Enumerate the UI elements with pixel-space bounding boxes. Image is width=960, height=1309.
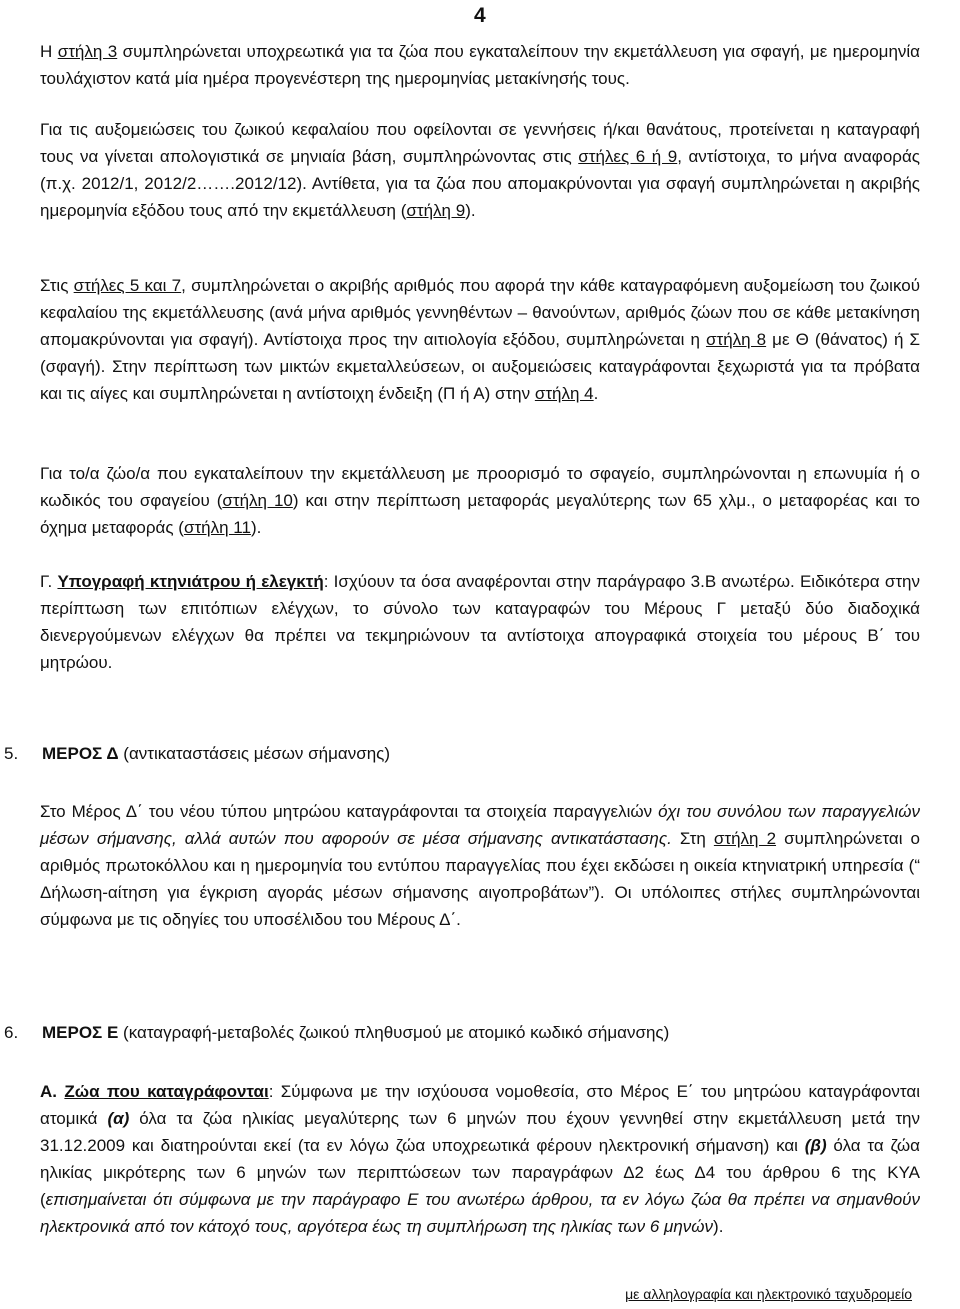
emphasis: (α) — [107, 1109, 130, 1128]
column-reference: στήλες 6 ή 9 — [578, 147, 678, 166]
section-title-bold: ΜΕΡΟΣ Δ — [42, 744, 119, 763]
column-reference: στήλη 11 — [183, 518, 251, 537]
text: Στη — [671, 829, 714, 848]
column-reference: στήλη 2 — [713, 829, 777, 848]
text: , αντίστοιχα, το μήνα αναφοράς (π.χ. 2012/1, 2012/2…….2012/12). Αντίθετα, για τα ζώα που απομακρύνονται για σφαγή συμπληρώνεται η ακριβής ημερομηνία εξόδου τους από την εκμετάλλευση ( — [40, 147, 920, 220]
text: Στο Μέρος Δ΄ του νέου τύπου μητρώου καταγράφονται τα στοιχεία παραγγελιών — [40, 802, 659, 821]
item-letter: Α. — [40, 1082, 65, 1101]
emphasis: (β) — [804, 1136, 827, 1155]
section-title — [42, 744, 390, 764]
section-title-rest: (καταγραφή-μεταβολές ζωικού πληθυσμού με ατομικό κωδικό σήμανσης) — [118, 1023, 670, 1042]
text: Γ. — [40, 572, 58, 591]
text: όλα τα ζώα ηλικίας μεγαλύτερης των 6 μηνών που έχουν γεννηθεί στην εκμετάλλευση μετά την 31.12.2009 και διατηρούνται εκεί (τα εν λόγω ζώα υποχρεωτικά φέρουν ηλεκτρονική σήμανση) και — [40, 1109, 920, 1155]
paragraph-column-3 — [40, 38, 920, 92]
column-reference: στήλη 10 — [222, 491, 293, 510]
column-reference: στήλη 3 — [57, 42, 118, 61]
text: ). — [250, 518, 262, 537]
text: ) και στην περίπτωση μεταφοράς μεγαλύτερης των 65 χλμ., ο μεταφορέας και το όχημα μεταφοράς ( — [40, 491, 921, 537]
paragraph-part-e — [40, 1078, 920, 1240]
section-title-bold: ΜΕΡΟΣ Ε — [42, 1023, 119, 1042]
emphasis: όχι του συνόλου των παραγγελιών μέσων σήμανσης, αλλά αυτών που αφορούν σε μέσα σήμανσης αντικατάστασης. — [40, 802, 920, 848]
text: , συμπληρώνεται ο ακριβής αριθμός που αφορά την κάθε καταγραφόμενη αυξομείωση του ζωικού κεφαλαίου της εκμετάλλευσης (ανά μήνα αριθμός γεννηθέντων – θανούντων, αριθμός ζώων που σε κάθε μετακίνηση απομακρύνονται για σφαγή). Αντίστοιχα προς την αιτιολογία εξόδου, συμπληρώνεται η — [40, 276, 920, 349]
text: Για τις αυξομειώσεις του ζωικού κεφαλαίου που οφείλονται σε γεννήσεις ή/και θανάτους, προτείνεται η καταγραφή τους να γίνεται απολογιστικά σε μηνιαία βάση, συμπληρώνοντας στις — [40, 120, 920, 166]
paragraph-births-deaths — [40, 116, 920, 224]
paragraph-part-d — [40, 798, 920, 933]
paragraph-columns-5-7 — [40, 272, 920, 407]
column-reference: στήλη 8 — [705, 330, 767, 349]
footer-note: με αλληλογραφία και ηλεκτρονικό ταχυδρομείο — [625, 1286, 912, 1302]
signature-heading: Υπογραφή κτηνιάτρου ή ελεγκτή — [57, 572, 324, 591]
item-heading: Ζώα που καταγράφονται — [64, 1082, 269, 1101]
section-title-rest: (αντικαταστάσεις μέσων σήμανσης) — [118, 744, 390, 763]
text: : Σύμφωνα με την ισχύουσα νομοθεσία, στο Μέρος Ε΄ του μητρώου καταγράφονται ατομικά — [40, 1082, 920, 1128]
text: με Θ (θάνατος) ή Σ (σφαγή). Στην περίπτωση των μικτών εκμεταλλεύσεων, οι αυξομειώσεις καταγράφονται ξεχωριστά για τα πρόβατα και τις αίγες και συμπληρώνεται η αντίστοιχη ένδειξη (Π ή Α) στην — [40, 330, 920, 403]
text: : Ισχύουν τα όσα αναφέρονται στην παράγραφο 3.Β ανωτέρω. Ειδικότερα στην περίπτωση των επιτόπιων ελέγχων, το σύνολο των καταγραφών του Μέρους Γ μεταξύ δύο διαδοχικά διενεργούμενων ελέγχων θα πρέπει να τεκμηριώνουν τα αντίστοιχα απογραφικά στοιχεία του μέρους Β΄ του μητρώου. — [40, 572, 920, 672]
page-number: 4 — [474, 4, 486, 27]
text: ). — [465, 201, 476, 220]
text: ). — [713, 1217, 724, 1236]
section-number: 5. — [4, 744, 19, 763]
section-title — [42, 1023, 669, 1043]
text: Στις — [40, 276, 74, 295]
emphasis: επισημαίνεται ότι σύμφωνα με την παράγραφο Ε του ανωτέρω άρθρου, τα εν λόγω ζώα θα πρέπει να σημανθούν ηλεκτρονικά από τον κάτοχό τους, αργότερα έως τη συμπλήρωση της ηλικίας των 6 μηνών — [40, 1190, 920, 1236]
section-number: 6. — [4, 1023, 19, 1042]
text: συμπληρώνεται ο αριθμός πρωτοκόλλου και η ημερομηνία του εντύπου παραγγελίας που έχει εκδώσει η οικεία κτηνιατρική υπηρεσία (“ Δήλωση-αίτηση για έγκριση αγοράς μέσων σήμανσης αιγοπροβάτων”). Οι υπόλοιπες στήλες συμπληρώνονται σύμφωνα με τις οδηγίες του υποσέλιδου του Μέρους Δ΄. — [40, 829, 921, 929]
text: όλα τα ζώα ηλικίας μικρότερης των 6 μηνών των περιπτώσεων των παραγράφων Δ2 έως Δ4 του άρθρου 6 της ΚΥΑ ( — [40, 1136, 920, 1209]
column-reference: στήλη 4 — [534, 384, 594, 403]
text: Για το/α ζώο/α που εγκαταλείπουν την εκμετάλλευση με προορισμό το σφαγείο, συμπληρώνονται η επωνυμία ή ο κωδικός του σφαγείου ( — [40, 464, 920, 510]
column-reference: στήλες 5 και 7 — [73, 276, 182, 295]
text: Η — [40, 42, 58, 61]
text: . — [593, 384, 599, 403]
column-reference: στήλη 9 — [406, 201, 466, 220]
paragraph-slaughterhouse — [40, 460, 920, 541]
paragraph-signature — [40, 568, 920, 676]
text: συμπληρώνεται υποχρεωτικά για τα ζώα που εγκαταλείπουν την εκμετάλλευση για σφαγή, με ημερομηνία τουλάχιστον κατά μία ημέρα προγενέστερη της ημερομηνίας μετακίνησής τους. — [40, 42, 921, 88]
